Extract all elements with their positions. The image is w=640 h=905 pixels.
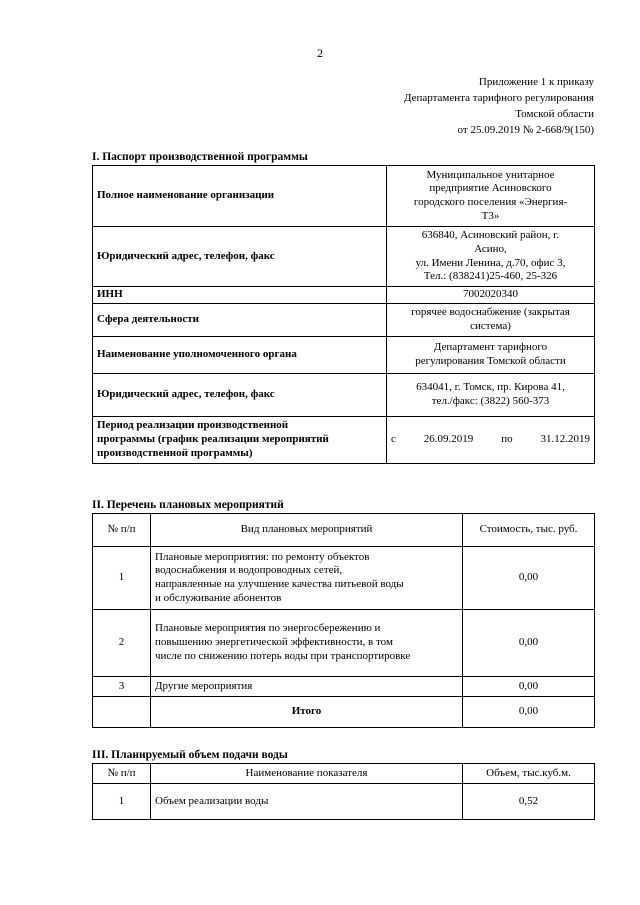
period-to-word: по [501,433,513,446]
table-row [93,784,595,820]
name-line: направленные на улучшение качества питьевой воды [155,578,404,590]
value-line: городского поселения «Энергия- [413,196,568,208]
page-number: 2 [317,46,323,60]
value-line: тел./факс: (3822) 560-373 [431,395,550,407]
passport-row [93,166,595,227]
value-line: Тел.: (838241)25-460, 25-326 [423,270,558,283]
header-volume: Объем, тыс.куб.м. [463,764,595,784]
name-line: Плановые мероприятия по энергосбережению и [155,622,381,635]
label-line: производственной программы) [97,446,253,459]
table-row [93,677,595,697]
row-volume: 0,52 [463,784,595,820]
passport-value [387,227,595,287]
section-3-title: III. Планируемый объем подачи воды [92,749,288,761]
row-num: 2 [93,610,151,677]
row-name: Объем реализации воды [151,784,463,820]
passport-label: Наименование уполномоченного органа [93,337,387,374]
total-cost: 0,00 [463,697,595,728]
passport-row [93,304,595,337]
appendix-header [404,74,594,138]
row-name [151,610,463,677]
name-line: повышению энергетической эффективности, в том [155,636,393,649]
name-line: Другие мероприятия [155,679,253,692]
name-line: Плановые мероприятия: по ремонту объектов [155,550,370,563]
passport-label: ИНН [93,287,387,304]
value-line: Т3» [481,209,500,222]
appendix-line-4: от 25.09.2019 № 2-668/9(150) [457,124,594,136]
passport-row [93,374,595,417]
row-cost: 0,00 [463,547,595,610]
table-row [93,610,595,677]
value-line: 634041, г. Томск, пр. Кирова 41, [416,381,565,394]
row-name [151,677,463,697]
volume-table [92,763,595,820]
row-cost: 0,00 [463,677,595,697]
row-num: 1 [93,547,151,610]
total-label: Итого [151,697,463,728]
name-line: водоснабжения и водопроводных сетей, [155,564,343,577]
period-from-date: 26.09.2019 [423,433,474,446]
section-2-title: II. Перечень плановых мероприятий [92,499,284,511]
label-line: программы (график реализации мероприятий [97,433,329,446]
passport-table [92,165,595,464]
table-header-row [93,764,595,784]
value-line: Асино, [474,242,507,255]
activities-table [92,513,595,728]
name-line: и обслуживание абонентов [155,591,282,604]
passport-value [387,337,595,374]
row-num: 3 [93,677,151,697]
name-line: числе по снижению потерь воды при транспортировке [155,649,411,662]
section-1-title: I. Паспорт производственной программы [92,151,308,163]
passport-row [93,227,595,287]
table-total-row [93,697,595,728]
period-label [93,417,387,464]
passport-row [93,337,595,374]
value-line: система) [470,320,511,332]
value-line: регулирования Томской области [415,355,566,367]
total-empty-cell [93,697,151,728]
value-line: Муниципальное унитарное [426,168,555,181]
passport-row-period [93,417,595,464]
table-header-row [93,514,595,547]
passport-label: Сфера деятельности [93,304,387,337]
header-num: № п/п [93,514,151,547]
passport-value [387,166,595,227]
passport-value [387,304,595,337]
value-line: горячее водоснабжение (закрытая [411,306,570,319]
value-line: ул. Имени Ленина, д.70, офис 3, [415,256,566,269]
row-name [151,547,463,610]
label-line: Период реализации производственной [97,419,289,432]
passport-value [387,374,595,417]
row-num: 1 [93,784,151,820]
passport-row [93,287,595,304]
table-row [93,547,595,610]
period-range [391,433,590,447]
appendix-line-1: Приложение 1 к приказу [478,76,594,88]
appendix-line-3: Томской области [515,108,594,120]
passport-value [387,287,595,304]
header-name: Наименование показателя [151,764,463,784]
header-name: Вид плановых мероприятий [151,514,463,547]
header-num: № п/п [93,764,151,784]
header-cost: Стоимость, тыс. руб. [463,514,595,547]
period-value [387,417,595,464]
value-line: 7002020340 [463,288,518,301]
passport-label: Юридический адрес, телефон, факс [93,374,387,417]
appendix-line-2: Департамента тарифного регулирования [403,92,594,104]
value-line: 636840, Асиновский район, г. [421,229,560,241]
value-line: предприятие Асиновского [429,182,552,195]
value-line: Департамент тарифного [433,341,548,354]
passport-label: Полное наименование организации [93,166,387,227]
period-to-date: 31.12.2019 [540,433,590,446]
period-from-word: с [391,433,396,446]
passport-label: Юридический адрес, телефон, факс [93,227,387,287]
row-cost: 0,00 [463,610,595,677]
